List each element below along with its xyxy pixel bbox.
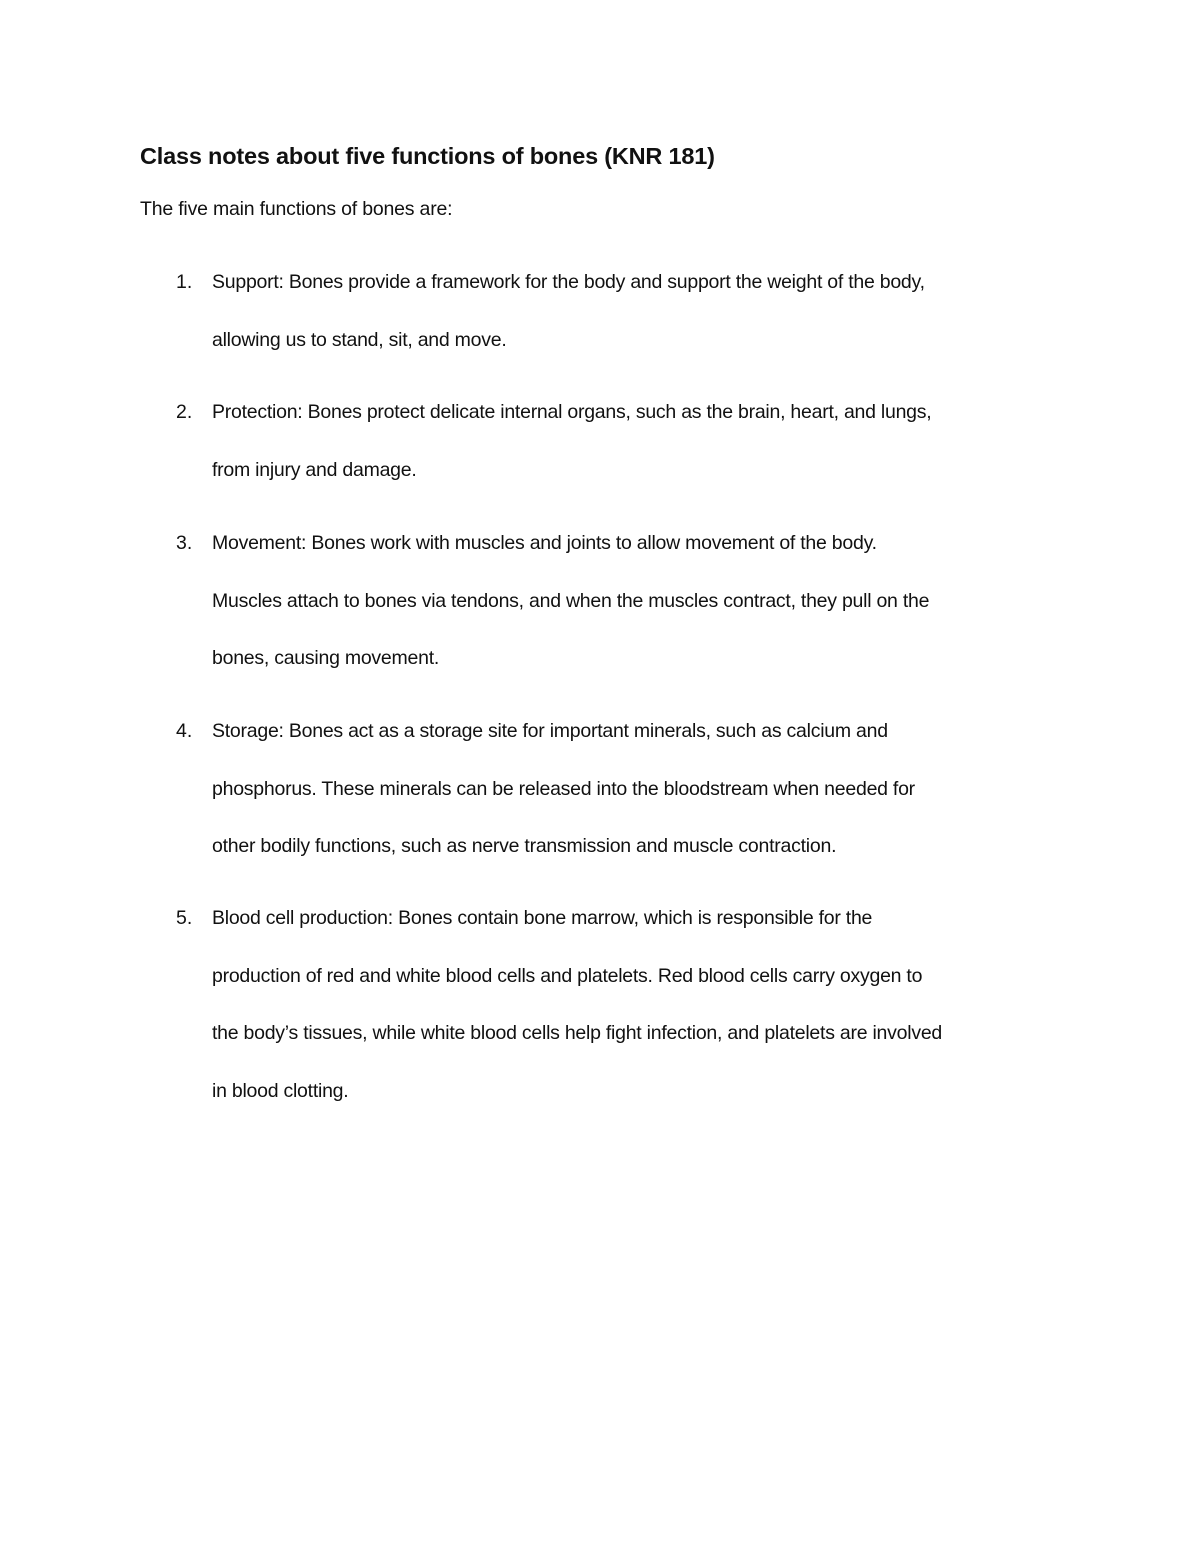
list-number: 1.: [176, 271, 193, 293]
list-number: 3.: [176, 532, 193, 554]
text-line: bones, causing movement.: [212, 647, 440, 669]
list-item-text: [212, 515, 1072, 688]
text-line: the body’s tissues, while white blood cells help fight infection, and platelets are involved: [212, 1022, 943, 1044]
intro-text: The five main functions of bones are:: [140, 198, 453, 220]
text-line: Muscles attach to bones via tendons, and when the muscles contract, they pull on the: [212, 589, 930, 612]
text-line: Protection: Bones protect delicate internal organs, such as the brain, heart, and lungs,: [212, 401, 932, 423]
text-line: Storage: Bones act as a storage site for important minerals, such as calcium and: [212, 720, 888, 742]
document-title: Class notes about five functions of bones (KNR 181): [140, 143, 715, 169]
list-number: 5.: [176, 907, 193, 929]
text-line: Support: Bones provide a framework for the body and support the weight of the body,: [212, 271, 925, 293]
text-line: phosphorus. These minerals can be released into the bloodstream when needed for: [212, 777, 915, 800]
list-item-text: [212, 703, 1072, 876]
list-number: 2.: [176, 401, 193, 423]
list-item-text: [212, 384, 1072, 499]
list-number: 4.: [176, 720, 193, 742]
text-line: production of red and white blood cells and platelets. Red blood cells carry oxygen to: [212, 964, 923, 987]
text-line: in blood clotting.: [212, 1079, 349, 1102]
text-line: allowing us to stand, sit, and move.: [212, 328, 507, 351]
list-item-text: [212, 254, 1072, 369]
text-line: Blood cell production: Bones contain bone marrow, which is responsible for the: [212, 907, 873, 929]
list-item-text: [212, 890, 1072, 1120]
text-line: Movement: Bones work with muscles and joints to allow movement of the body.: [212, 532, 877, 554]
text-line: other bodily functions, such as nerve transmission and muscle contraction.: [212, 835, 837, 857]
text-line: from injury and damage.: [212, 458, 417, 481]
